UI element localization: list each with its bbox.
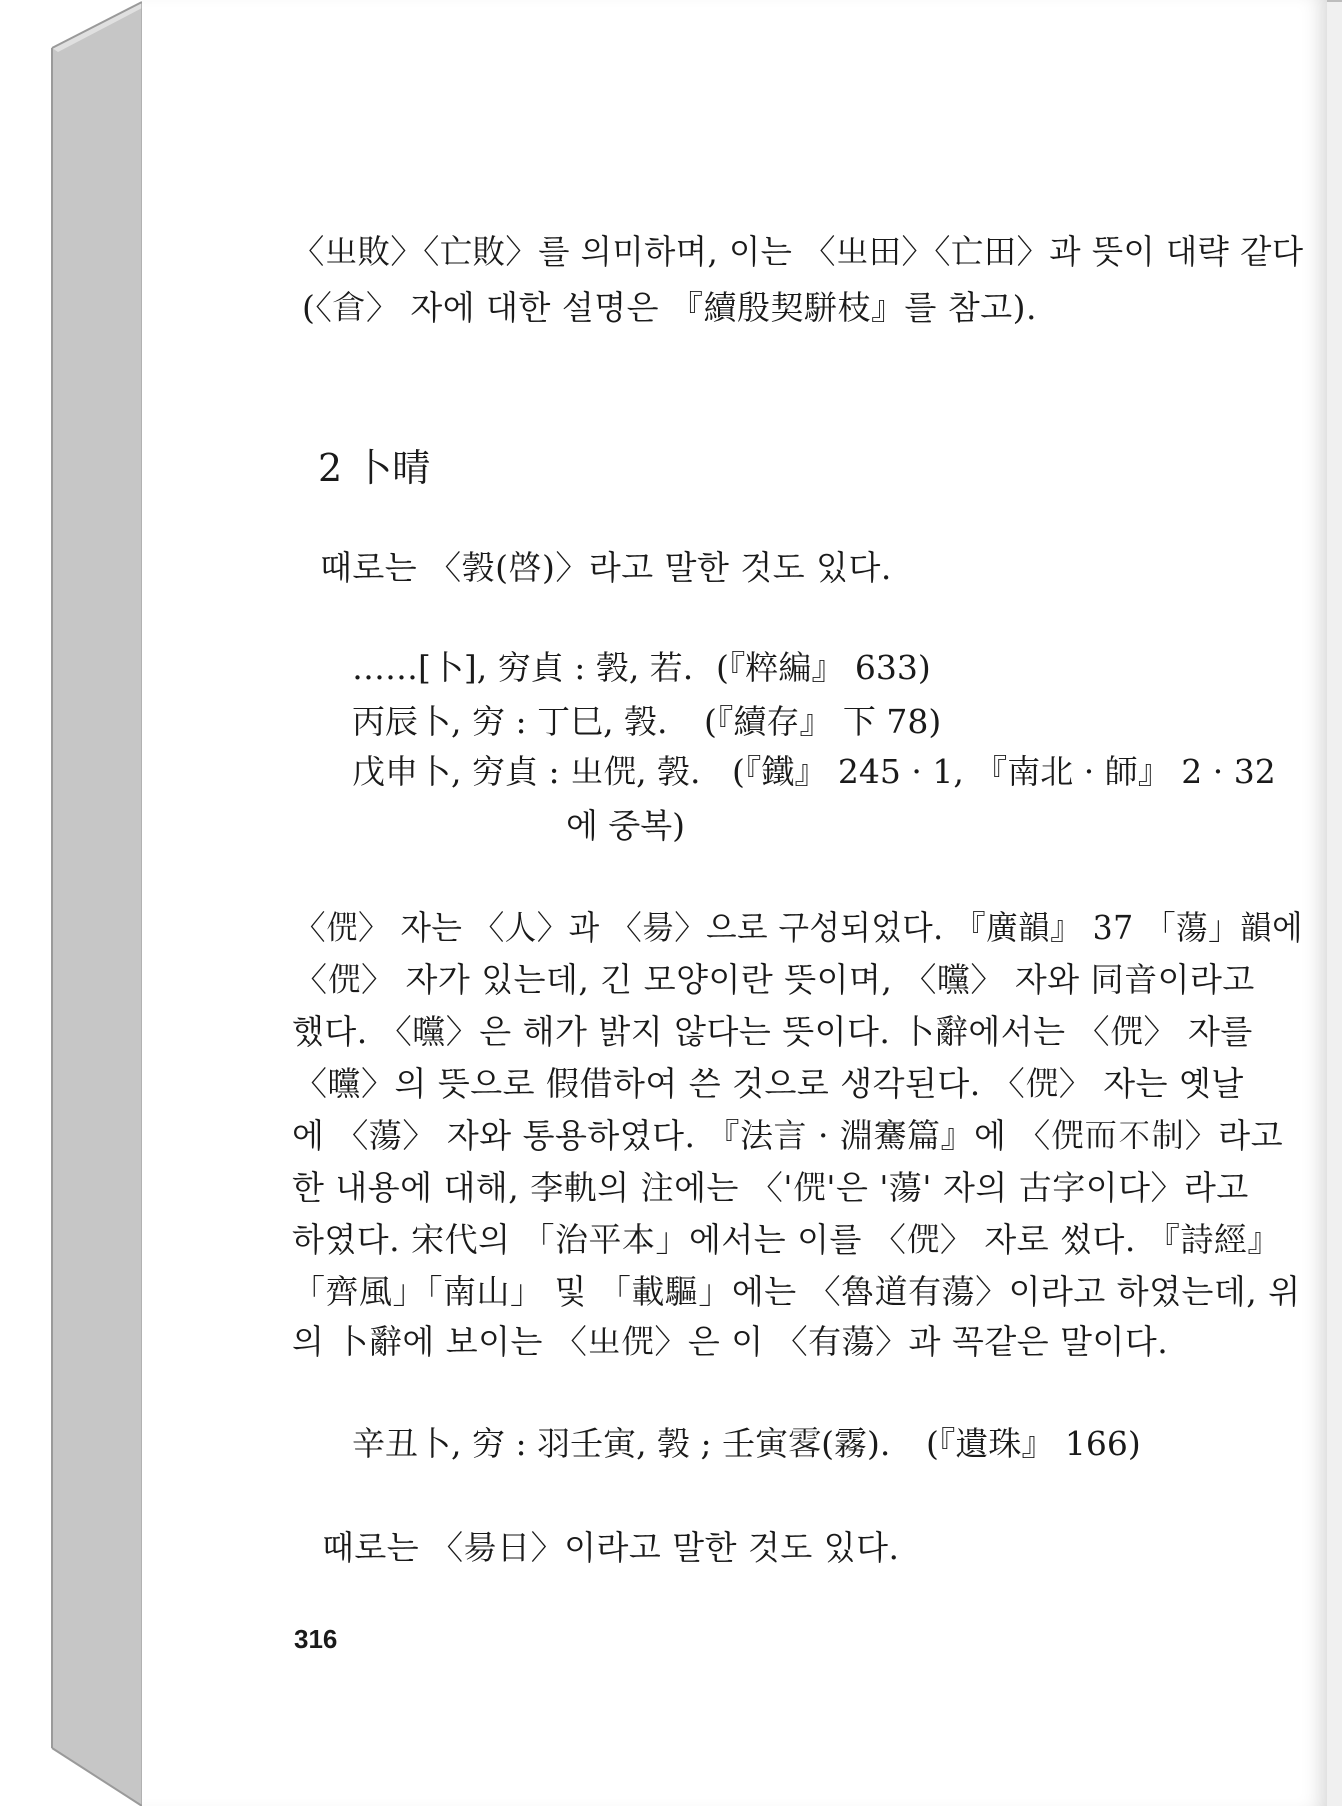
paragraph-2-line-7: 하였다. 宋代의 「治平本」에서는 이를 〈𠋨〉 자로 썼다. 『詩經』 — [292, 1220, 1281, 1259]
book-page — [142, 0, 1327, 1806]
paragraph-2-line-4: 〈曭〉의 뜻으로 假借하여 쓴 것으로 생각된다. 〈𠋨〉 자는 옛날 — [294, 1064, 1244, 1103]
quote-source-4: (『遺珠』 166) — [926, 1424, 1141, 1463]
quote-source-3: (『鐵』 245 · 1, 『南北 · 師』 2 · 32 — [732, 752, 1276, 791]
paragraph-3: 때로는 〈昜日〉이라고 말한 것도 있다. — [322, 1528, 900, 1567]
section-heading: 2 卜晴 — [318, 446, 431, 490]
quote-text-3: 戊申卜, 穷貞 : 㞢𠋨, 㝅. — [352, 752, 701, 791]
paragraph-2-line-1: 〈𠋨〉 자는 〈人〉과 〈昜〉으로 구성되었다. 『廣韻』 37 「蕩」韻에 — [294, 908, 1304, 947]
quote-text-4: 辛丑卜, 穷 : 羽壬寅, 㝅 ; 壬寅𩂣(霧). — [352, 1424, 891, 1463]
quote-source-2: (『續存』 下 78) — [704, 702, 942, 741]
intro-line-2: (〈𣌭〉 자에 대한 설명은 『續殷契駢枝』를 참고). — [302, 288, 1037, 327]
intro-line-1: 〈㞢敗〉〈亡敗〉를 의미하며, 이는 〈㞢田〉〈亡田〉과 뜻이 대략 같다 — [292, 232, 1304, 271]
paragraph-1: 때로는 〈㝅(啓)〉라고 말한 것도 있다. — [320, 548, 892, 587]
paragraph-2-line-3: 했다. 〈曭〉은 해가 밝지 않다는 뜻이다. 卜辭에서는 〈𠋨〉 자를 — [292, 1012, 1253, 1051]
quote-source-1: (『粹編』 633) — [716, 648, 931, 687]
paragraph-2-line-5: 에 〈蕩〉 자와 통용하였다. 『法言 · 淵騫篇』에 〈𠋨而不制〉라고 — [292, 1116, 1284, 1155]
quote-source-3-cont: 에 중복) — [566, 806, 685, 845]
paragraph-2-line-8: 「齊風」「南山」 및 「載驅」에는 〈魯道有蕩〉이라고 하였는데, 위 — [292, 1272, 1301, 1311]
quote-text-1: ……[卜], 穷貞 : 㝅, 若. — [352, 648, 694, 687]
paragraph-2-line-6: 한 내용에 대해, 李軌의 注에는 〈'𠋨'은 '蕩' 자의 古字이다〉라고 — [292, 1168, 1249, 1207]
quote-text-2: 丙辰卜, 穷 : 丁巳, 㝅. — [352, 702, 668, 741]
page-number: 316 — [294, 1624, 338, 1654]
paragraph-2-line-2: 〈𠋨〉 자가 있는데, 긴 모양이란 뜻이며, 〈曭〉 자와 同音이라고 — [294, 960, 1255, 999]
paragraph-2-line-9: 의 卜辭에 보이는 〈㞢𠋨〉은 이 〈有蕩〉과 꼭같은 말이다. — [292, 1322, 1169, 1361]
